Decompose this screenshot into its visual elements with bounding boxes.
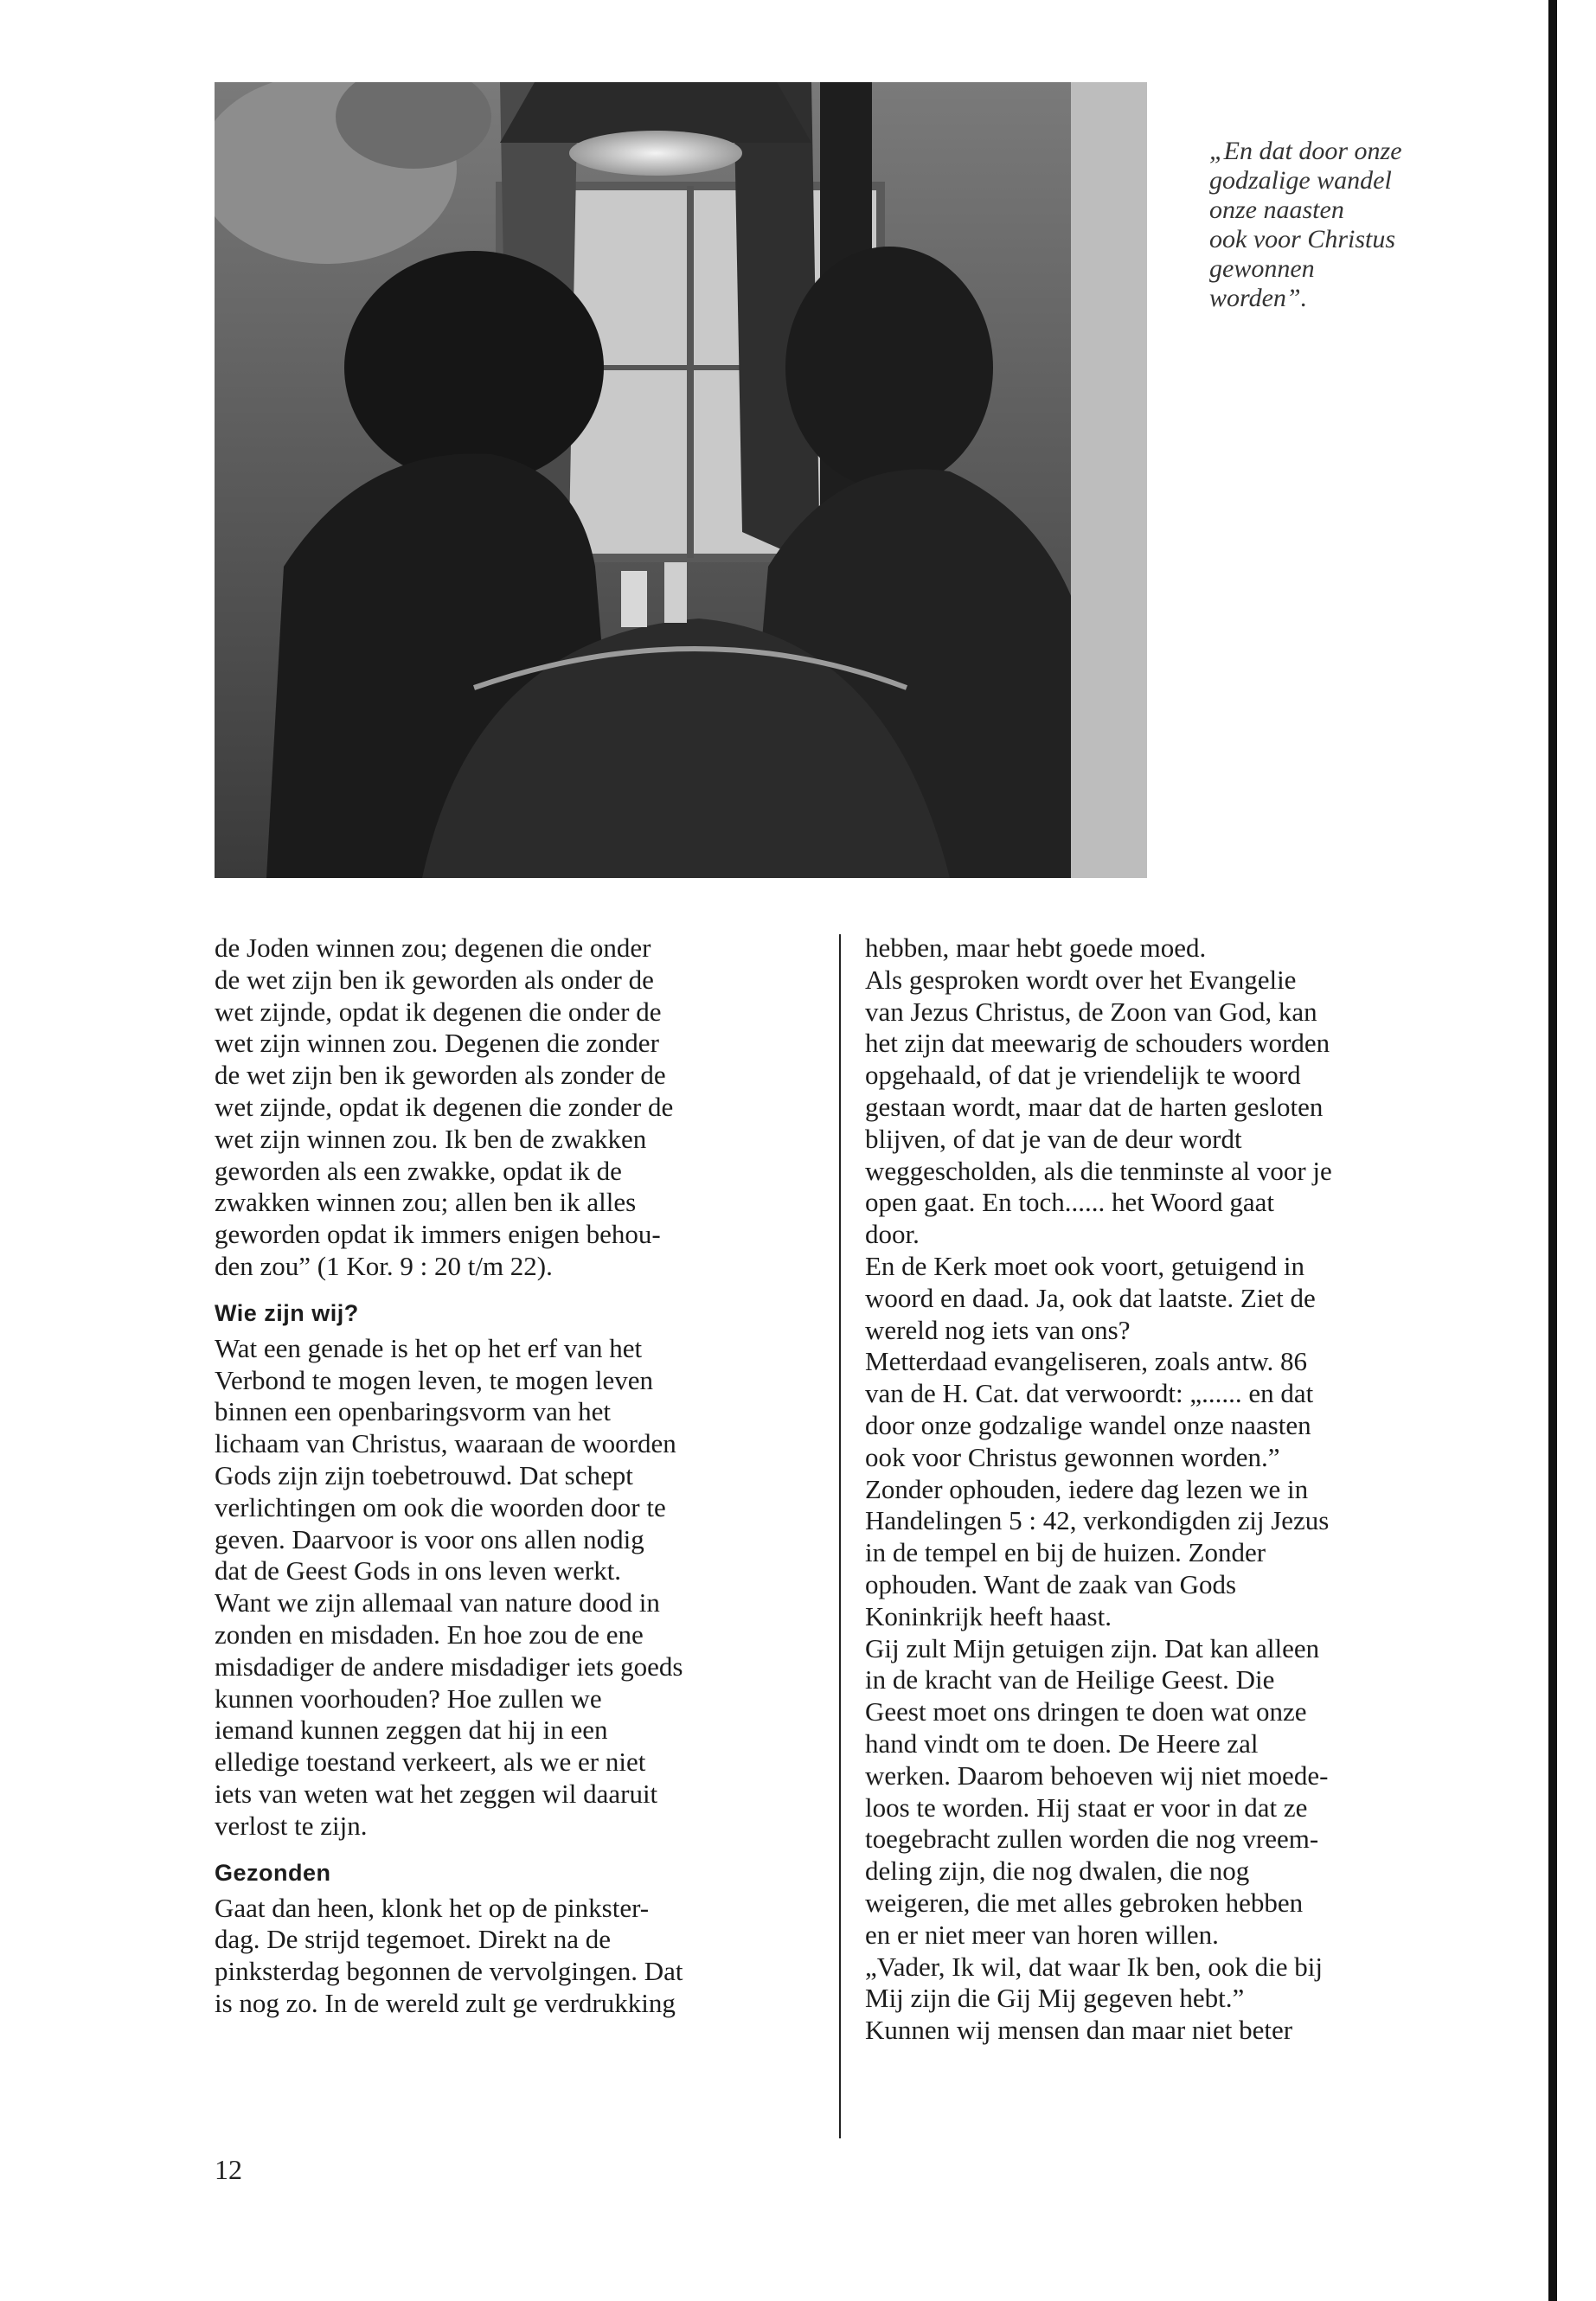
- text-line: blijven, of dat je van de deur wordt: [865, 1123, 1242, 1154]
- caption-line: godzalige wandel: [1209, 166, 1392, 195]
- text-line: Koninkrijk heeft haast.: [865, 1600, 1112, 1631]
- text-line: geworden als een zwakke, opdat ik de: [215, 1155, 622, 1186]
- text-line: door.: [865, 1219, 920, 1250]
- text-line: zwakken winnen zou; allen ben ik alles: [215, 1187, 637, 1218]
- text-line: opgehaald, of dat je vriendelijk te woord: [865, 1060, 1301, 1091]
- text-line: Geest moet ons dringen te doen wat onze: [865, 1696, 1307, 1727]
- text-line: gestaan wordt, maar dat de harten gesloten: [865, 1091, 1324, 1122]
- text-line: iemand kunnen zeggen dat hij in een: [215, 1715, 608, 1746]
- text-line: wereld nog iets van ons?: [865, 1314, 1131, 1345]
- text-line: de Joden winnen zou; degenen die onder: [215, 933, 651, 963]
- caption-line: worden”.: [1209, 284, 1308, 312]
- text-line: den zou” (1 Kor. 9 : 20 t/m 22).: [215, 1250, 553, 1281]
- text-line: werken. Daarom behoeven wij niet moede-: [865, 1759, 1329, 1791]
- photo-illustration: [215, 82, 1147, 878]
- paragraph-gezonden: [215, 1893, 811, 2020]
- text-line: binnen een openbaringsvorm van het: [215, 1396, 611, 1427]
- text-line: loos te worden. Hij staat er voor in dat ze: [865, 1791, 1308, 1823]
- text-line: wet zijn winnen zou. Degenen die zonder: [215, 1028, 659, 1059]
- text-line: het zijn dat meewarig de schouders worden: [865, 1028, 1330, 1059]
- page-number: 12: [215, 2154, 242, 2185]
- text-line: in de tempel en bij de huizen. Zonder: [865, 1537, 1266, 1568]
- text-line: Verbond te mogen leven, te mogen leven: [215, 1364, 654, 1395]
- text-line: de wet zijn ben ik geworden als zonder de: [215, 1060, 666, 1091]
- text-line: ophouden. Want de zaak van Gods: [865, 1568, 1237, 1599]
- text-line: wet zijnde, opdat ik degenen die onder de: [215, 996, 662, 1027]
- caption-line: gewonnen: [1209, 254, 1315, 283]
- text-line: verlost te zijn.: [215, 1810, 368, 1841]
- right-column: [865, 933, 1488, 2047]
- text-line: van de H. Cat. dat verwoordt: „...... en dat: [865, 1378, 1314, 1409]
- photo-caption: [1209, 137, 1486, 313]
- text-line: Want we zijn allemaal van nature dood in: [215, 1587, 660, 1618]
- text-line: deling zijn, die nog dwalen, die nog: [865, 1856, 1250, 1887]
- text-line: de wet zijn ben ik geworden als onder de: [215, 964, 654, 995]
- text-line: woord en daad. Ja, ook dat laatste. Ziet de: [865, 1282, 1316, 1313]
- page-edge-bar: [1548, 0, 1557, 2301]
- text-line: geworden opdat ik immers enigen behou-: [215, 1219, 661, 1250]
- text-line: Gods zijn zijn toebetrouwd. Dat schept: [215, 1459, 633, 1490]
- text-line: „Vader, Ik wil, dat waar Ik ben, ook die bij: [865, 1951, 1324, 1982]
- text-line: lichaam van Christus, waaraan de woorden: [215, 1428, 676, 1459]
- text-line: Wat een genade is het op het erf van het: [215, 1332, 643, 1363]
- text-line: verlichtingen om ook die woorden door te: [215, 1491, 666, 1522]
- paragraph-wie-zijn-wij: [215, 1333, 811, 1843]
- photo-two-people-at-table: [215, 82, 1147, 878]
- text-line: Mij zijn die Gij Mij gegeven hebt.”: [865, 1983, 1245, 2014]
- caption-line: ook voor Christus: [1209, 225, 1396, 253]
- text-line: door onze godzalige wandel onze naasten: [865, 1409, 1311, 1440]
- caption-line: onze naasten: [1209, 195, 1344, 224]
- text-line: Zonder ophouden, iedere dag lezen we in: [865, 1473, 1309, 1504]
- text-line: ook voor Christus gewonnen worden.”: [865, 1441, 1280, 1472]
- text-line: Gij zult Mijn getuigen zijn. Dat kan alleen: [865, 1632, 1320, 1663]
- text-line: weigeren, die met alles gebroken hebben: [865, 1887, 1304, 1918]
- text-line: misdadiger de andere misdadiger iets goeds: [215, 1650, 683, 1682]
- text-line: Gaat dan heen, klonk het op de pinkster-: [215, 1892, 650, 1923]
- text-line: is nog zo. In de wereld zult ge verdrukking: [215, 1987, 676, 2018]
- text-line: weggescholden, als die tenminste al voor je: [865, 1155, 1332, 1186]
- section-heading-wie-zijn-wij: Wie zijn wij?: [215, 1299, 359, 1326]
- text-line: zonden en misdaden. En hoe zou de ene: [215, 1618, 644, 1650]
- text-line: En de Kerk moet ook voort, getuigend in: [865, 1250, 1304, 1281]
- caption-line: „En dat door onze: [1209, 137, 1402, 165]
- text-line: elledige toestand verkeert, als we er niet: [215, 1747, 646, 1778]
- text-line: iets van weten wat het zeggen wil daaruit: [215, 1778, 658, 1809]
- text-line: kunnen voorhouden? Hoe zullen we: [215, 1682, 602, 1714]
- text-line: wet zijn winnen zou. Ik ben de zwakken: [215, 1123, 647, 1154]
- text-line: geven. Daarvoor is voor ons allen nodig: [215, 1523, 644, 1554]
- text-line: van Jezus Christus, de Zoon van God, kan: [865, 996, 1317, 1027]
- text-line: en er niet meer van horen willen.: [865, 1919, 1219, 1950]
- text-line: Kunnen wij mensen dan maar niet beter: [865, 2015, 1293, 2046]
- text-line: dag. De strijd tegemoet. Direkt na de: [215, 1924, 611, 1955]
- text-line: toegebracht zullen worden die nog vreem-: [865, 1823, 1319, 1855]
- paragraph-corinthians-quote: [215, 933, 811, 1283]
- text-line: dat de Geest Gods in ons leven werkt.: [215, 1555, 622, 1586]
- text-line: hand vindt om te doen. De Heere zal: [865, 1727, 1259, 1759]
- left-column: [215, 933, 811, 2020]
- column-divider: [839, 934, 841, 2138]
- text-line: Als gesproken wordt over het Evangelie: [865, 964, 1297, 995]
- text-line: wet zijnde, opdat ik degenen die zonder de: [215, 1091, 674, 1122]
- text-line: hebben, maar hebt goede moed.: [865, 933, 1207, 963]
- section-heading-gezonden: Gezonden: [215, 1859, 331, 1886]
- text-line: Handelingen 5 : 42, verkondigden zij Jezus: [865, 1505, 1330, 1536]
- text-line: pinksterdag begonnen de vervolgingen. Dat: [215, 1956, 683, 1987]
- text-line: Metterdaad evangeliseren, zoals antw. 86: [865, 1346, 1308, 1377]
- text-line: open gaat. En toch...... het Woord gaat: [865, 1187, 1274, 1218]
- text-line: in de kracht van de Heilige Geest. Die: [865, 1664, 1275, 1695]
